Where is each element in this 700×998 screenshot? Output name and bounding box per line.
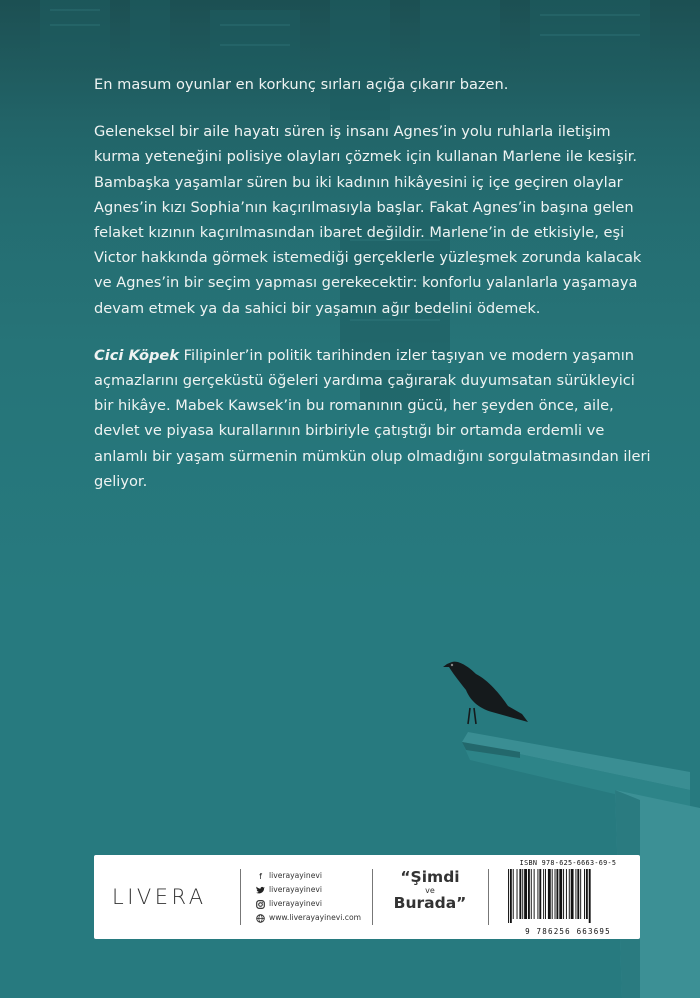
instagram-icon [256,900,265,909]
crow-icon [443,662,528,724]
series-line2: ve [425,886,435,895]
review-text: Filipinler’in politik tarihinden izler taşıyan ve modern yaşamın açmazlarını gerçeküstü öğeleri yardıma çağırarak duyumsatan sürükleyici bir hikâye. Mabek Kawsek’in bu romanının gücü, her şeyden önce, aile, devlet ve piyasa kurallarının birbiriyle çatıştığı bir ortamda erdemli ve anlamlı bir yaşam sürmenin mümkün olup olmadığını sorgulatmasından ileri geliyor. [94,346,651,490]
social-instagram[interactable] [256,897,361,911]
book-title: Cici Köpek [94,346,180,364]
series-line1: “Şimdi [400,868,460,886]
barcode-number: 9 786256 663695 [525,927,611,936]
social-twitter[interactable] [256,883,361,897]
globe-icon [256,914,265,923]
social-twitter-label: liverayayinevi [269,885,323,894]
social-website-label: www.liverayayinevi.com [269,913,361,922]
facebook-icon: f [259,871,262,881]
publisher-footer [94,855,640,939]
plot-paragraph: Geleneksel bir aile hayatı süren iş insanı Agnes’in yolu ruhlarla iletişim kurma yeteneğini polisiye olayları çözmek için kullanan Marlene ile kesişir. Bambaşka yaşamlar süren bu iki kadının hikâyesini iç içe geçiren olaylar Agnes’in kızı Sophia’nın kaçırılmasıyla başlar. Fakat Agnes’in başına gelen felaket kızının kaçırılmasından ibaret değildir. Marlene’in de etkisiyle, eşi Victor hakkında görmek istemediği gerçeklerle yüzleşmek zorunda kalacak ve Agnes’in bir seçim yapması gerekecektir: konforlu yalanlarla yaşamaya devam etmek ya da sahici bir yaşamın ağır bedelini ödemek. [94,123,642,317]
series-line3: Burada” [393,894,467,912]
social-instagram-label: liverayayinevi [269,899,323,908]
social-facebook-label: liverayayinevi [269,871,323,880]
publisher-logo: LIVERA [112,885,207,909]
divider [488,869,489,925]
isbn-barcode [502,859,634,935]
divider [240,869,241,925]
social-facebook[interactable] [256,869,361,883]
series-logo [384,869,476,912]
divider [372,869,373,925]
barcode-image [502,867,634,923]
twitter-icon [256,886,265,895]
social-website[interactable] [256,911,361,925]
tagline: En masum oyunlar en korkunç sırları açığa çıkarır bazen. [94,76,509,93]
social-links [256,869,361,925]
isbn-text: ISBN 978-625-6663-69-5 [519,859,617,867]
